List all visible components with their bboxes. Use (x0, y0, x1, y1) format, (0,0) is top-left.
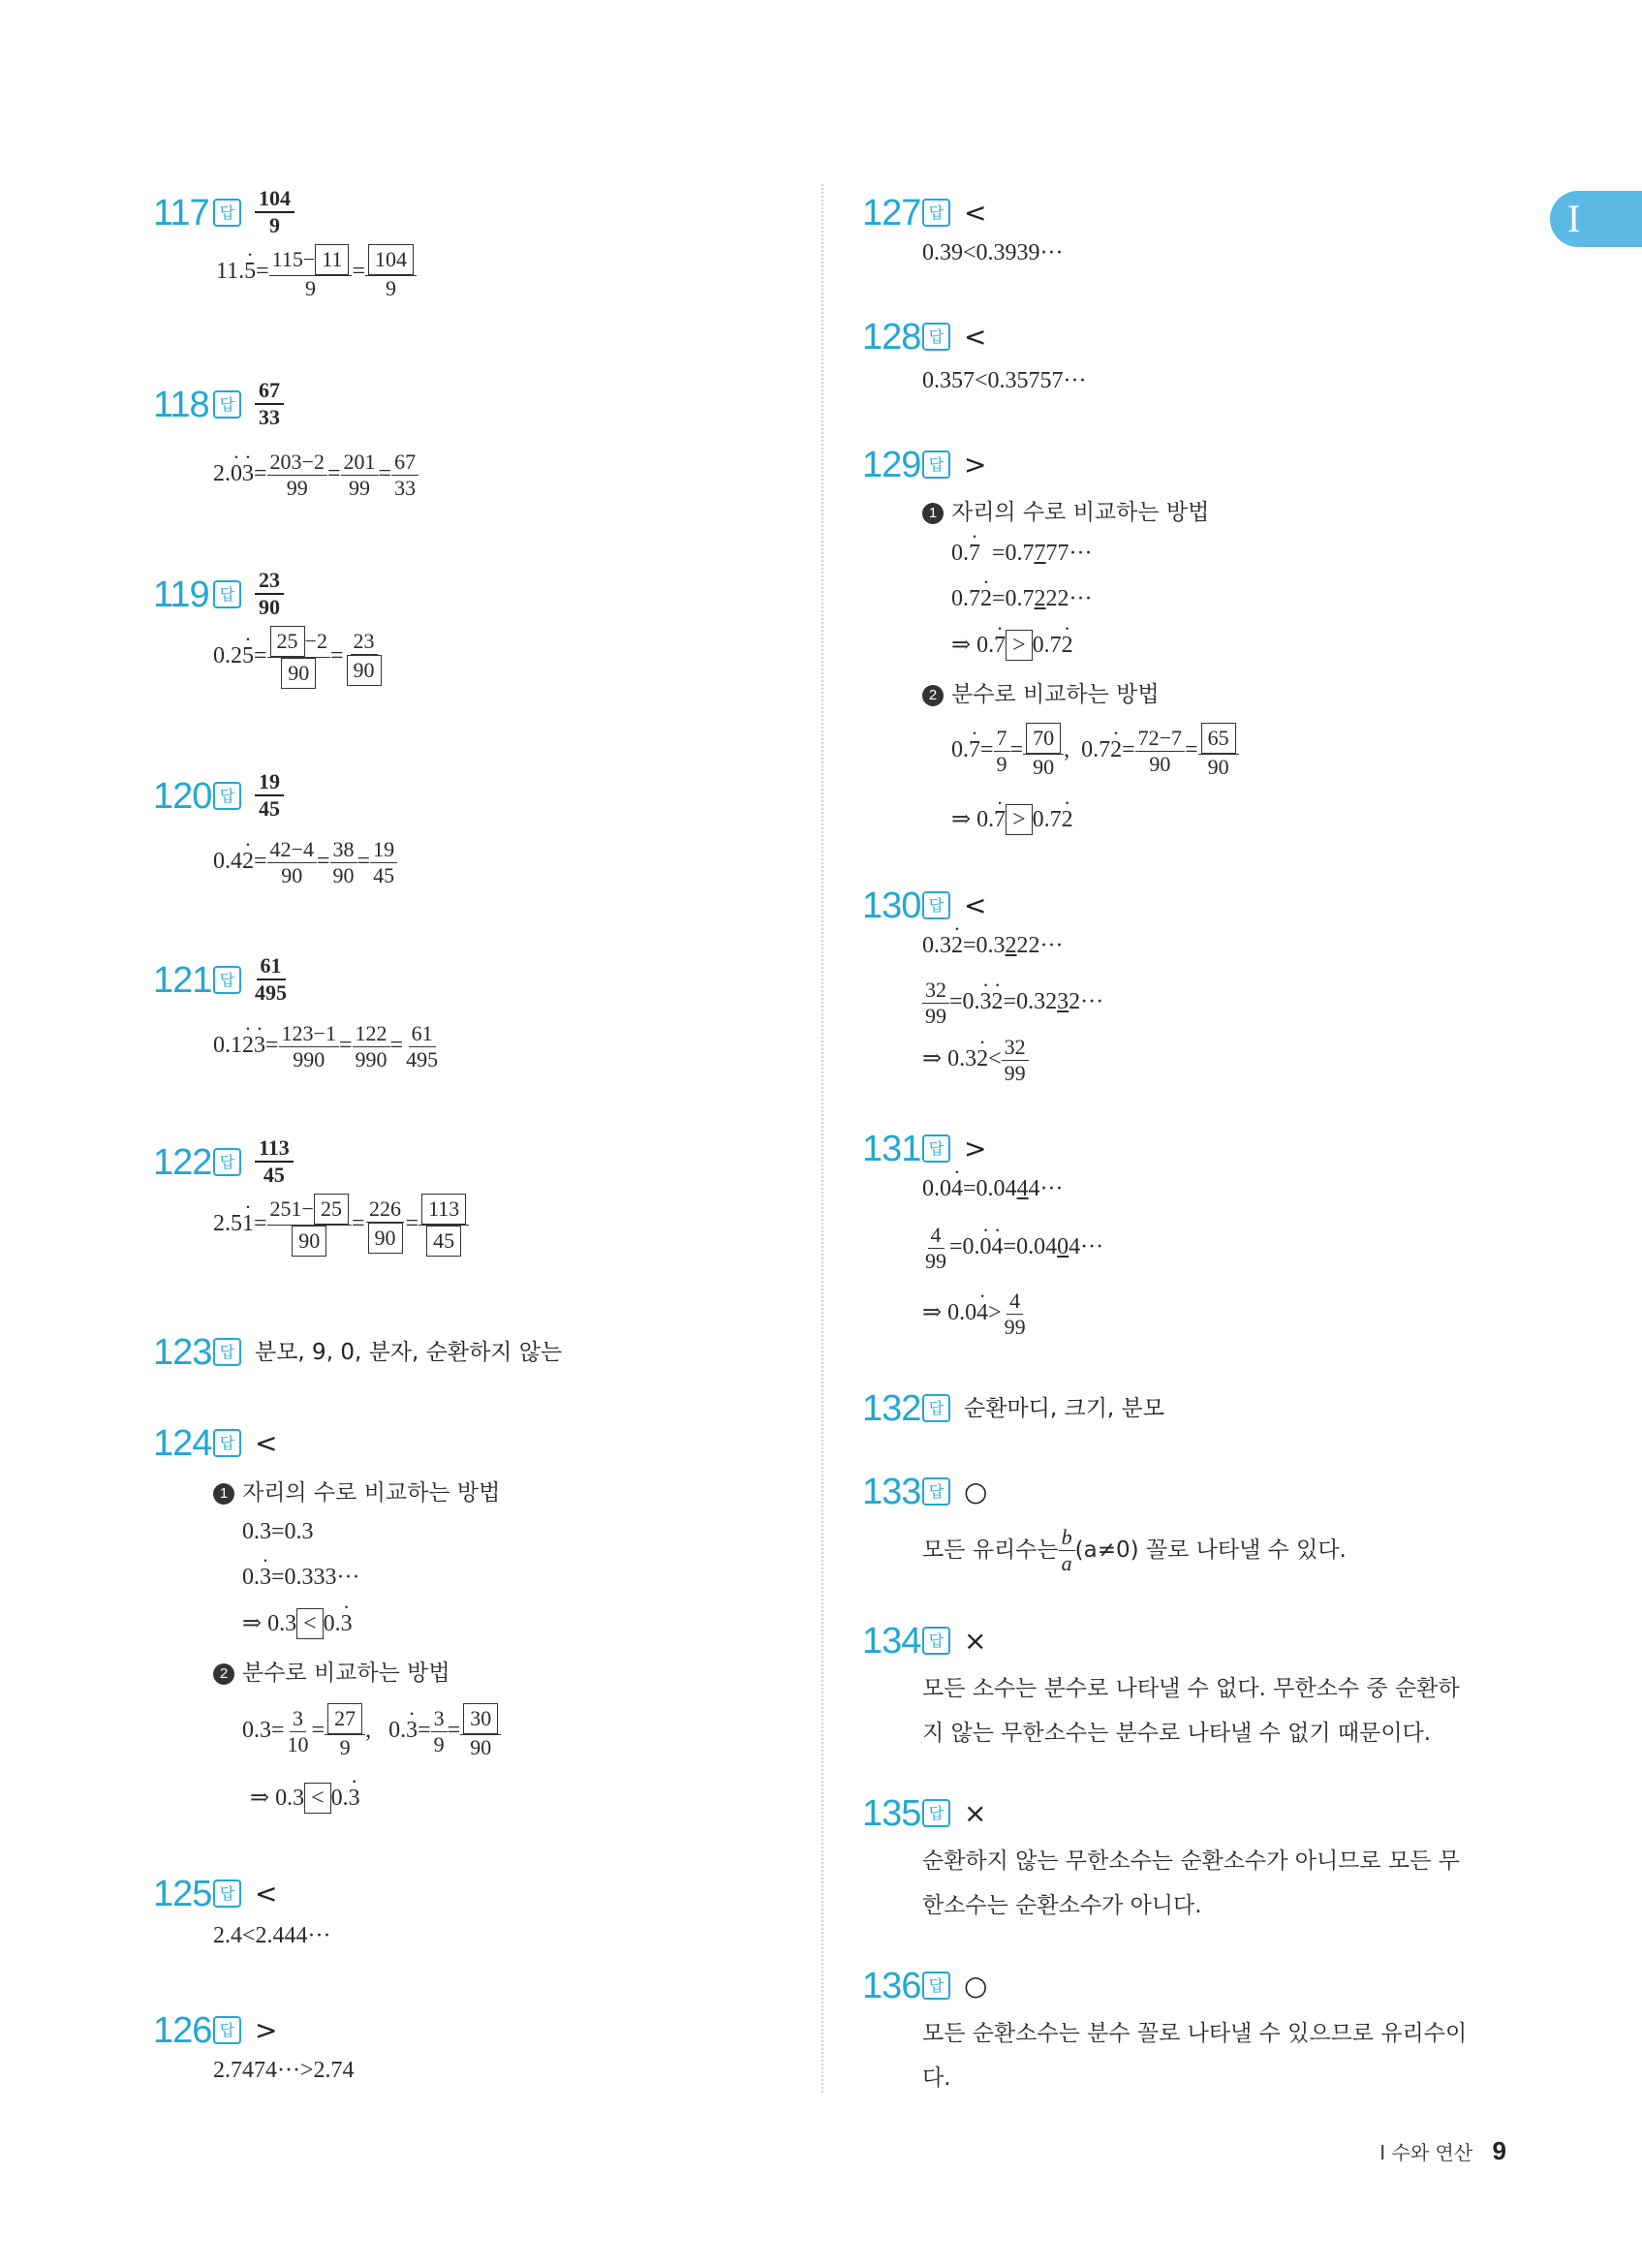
problem-123 (153, 1323, 773, 1382)
problem-119 (153, 566, 773, 685)
answer-text: 순환마디, 크기, 분모 (964, 1396, 1164, 1421)
problem-128 (862, 308, 1560, 393)
section-title: I 수와 연산 (1379, 2141, 1473, 2164)
method-2-heading: 2 분수로 비교하는 방법 (922, 676, 1160, 708)
answer-symbol: < (964, 197, 987, 229)
answer-numerator: 104 (255, 186, 294, 213)
problem-133 (862, 1463, 1560, 1575)
answer-tag: 답 (213, 1148, 241, 1176)
explanation-line: 다. (922, 2066, 951, 2091)
answer-numerator: 113 (255, 1135, 294, 1163)
solution-line: 0.4· 2= $\frac{42-4}{90}$ = $\frac{38}{90}$ = $\frac{19}{45}$ (213, 837, 397, 888)
answer-symbol: > (255, 2014, 278, 2046)
answer-symbol: × (964, 1625, 987, 1657)
problem-number: 120 (153, 776, 212, 817)
problem-number: 132 (862, 1388, 921, 1429)
problem-132 (862, 1380, 1560, 1438)
problem-number: 135 (862, 1793, 921, 1834)
answer-symbol: × (964, 1797, 987, 1829)
answer-fraction (255, 186, 294, 238)
problem-124 (153, 1414, 773, 1811)
solution-line: 0.2· 5= $\frac{25 -2}{90}$ = $\frac{23}{90}$ (213, 626, 385, 689)
answer-symbol: < (255, 1878, 278, 1910)
problem-129 (862, 436, 1560, 832)
answer-denominator: 45 (259, 796, 280, 821)
explanation-line: 한소수는 순환소수가 아니다. (922, 1893, 1202, 1918)
problem-130 (862, 877, 1560, 1085)
explanation-line: 순환하지 않는 무한소수는 순환소수가 아니므로 모든 무 (922, 1849, 1460, 1874)
answer-tag: 답 (922, 891, 950, 919)
solution-line: ⇒ 0.3 < 0.· 3 (250, 1783, 360, 1814)
answer-denominator: 90 (259, 595, 280, 619)
solution-line: $\frac{32}{99}$ =0.· 3· 2=0.3232··· (922, 978, 1103, 1029)
solution-line: 0.· 7 =0.7777··· (951, 541, 1093, 567)
solution-line: ⇒ 0.· 7 > 0.7· 2 (951, 804, 1073, 835)
answer-tag: 답 (213, 1338, 241, 1366)
page-number: 9 (1492, 2136, 1506, 2165)
answer-fraction (255, 769, 284, 822)
answer-tag: 답 (922, 1972, 950, 2000)
problem-131 (862, 1120, 1560, 1339)
solution-line: 0.7· 2=0.7222··· (951, 586, 1093, 612)
answer-symbol: < (255, 1427, 278, 1459)
problem-number: 129 (862, 445, 921, 485)
page-footer (1379, 2136, 1506, 2166)
solution-line: 2.7474···>2.74 (213, 2058, 355, 2083)
solution-line: 0.3= $\frac{3}{10}$ = $\frac{27}{9}$ , 0.· 3= $\frac{3}{9}$ = $\frac{30}{90}$ (242, 1703, 501, 1760)
column-divider (821, 184, 823, 2093)
answer-tag: 답 (213, 1880, 241, 1908)
explanation-line: 지 않는 무한소수는 분수로 나타낼 수 없기 때문이다. (922, 1721, 1432, 1746)
problem-134 (862, 1612, 1560, 1746)
answer-numerator: 19 (255, 769, 284, 796)
problem-135 (862, 1785, 1560, 1918)
solution-line: ⇒ 0.3· 2< $\frac{32}{99}$ (922, 1035, 1029, 1086)
method-2-text: 분수로 비교하는 방법 (242, 1661, 450, 1686)
solution-line: 0.· 7= $\frac{7}{9}$ = $\frac{70}{90}$ , 0.7· 2= $\frac{72-7}{90}$ = $\frac{65}{90}$ (951, 723, 1239, 780)
solution-line: $\frac{4}{99}$ =0.· 0· 4=0.0404··· (922, 1223, 1103, 1274)
problem-number: 117 (153, 193, 209, 233)
solution-line: 0.0· 4=0.0444··· (922, 1176, 1064, 1202)
solution-line: 0.3· 2=0.3222··· (922, 933, 1064, 959)
explanation-line: 모든 소수는 분수로 나타낼 수 없다. 무한소수 중 순환하 (922, 1676, 1460, 1701)
problem-127 (862, 184, 1560, 265)
method-1-text: 자리의 수로 비교하는 방법 (242, 1480, 501, 1506)
answer-symbol: ○ (964, 1476, 988, 1507)
problem-number: 131 (862, 1129, 921, 1169)
answer-tag: 답 (213, 2016, 241, 2044)
problem-number: 123 (153, 1332, 212, 1373)
problem-number: 126 (153, 2010, 212, 2051)
method-1-heading: 1 자리의 수로 비교하는 방법 (213, 1475, 500, 1507)
solution-line: 0.39<0.3939··· (922, 240, 1064, 265)
problem-number: 121 (153, 960, 212, 1001)
solution-line: 2.4<2.444··· (213, 1923, 331, 1948)
answer-symbol: < (964, 321, 987, 353)
problem-number: 136 (862, 1966, 921, 2006)
answer-tag: 답 (213, 199, 241, 227)
solution-line: 2.5· 1= $\frac{251- 25}{90}$ = $\frac{226}{90}$ = $\frac{113}{45}$ (213, 1194, 469, 1257)
solution-line: 2.· 0· 3= $\frac{203-2}{99}$ = $\frac{201}{99}$ = $\frac{67}{33}$ (213, 450, 418, 501)
solution-line: 11.· 5= $\frac{115- 11}{9}$ = $\frac{104}{9}$ (216, 244, 417, 301)
solution-line: 0.357<0.35757··· (922, 368, 1087, 393)
problem-number: 118 (153, 385, 209, 425)
answer-fraction (255, 953, 287, 1006)
method-2-text: 분수로 비교하는 방법 (951, 682, 1160, 707)
answer-denominator: 33 (259, 405, 280, 429)
explanation-text: 모든 유리수는 (922, 1538, 1059, 1563)
answer-symbol: > (964, 1133, 987, 1165)
problem-117 (153, 184, 773, 300)
answer-tag: 답 (213, 1429, 241, 1457)
problem-125 (153, 1865, 773, 1948)
explanation-text: (a≠0) 꼴로 나타낼 수 있다. (1074, 1538, 1347, 1563)
answer-fraction (255, 568, 284, 620)
solution-line: 0.· 3=0.333··· (242, 1565, 360, 1591)
answer-symbol: ○ (964, 1970, 988, 2002)
answer-tag: 답 (922, 1477, 950, 1506)
answer-tag: 답 (922, 1134, 950, 1163)
answer-numerator: 61 (257, 953, 286, 980)
problem-number: 128 (862, 317, 921, 357)
answer-tag: 답 (922, 199, 950, 227)
answer-symbol: < (964, 889, 987, 921)
problem-121 (153, 951, 773, 1072)
solution-line: ⇒ 0.· 7 > 0.7· 2 (951, 630, 1073, 661)
answer-numerator: 23 (255, 568, 284, 595)
solution-line: ⇒ 0.3 < 0.· 3 (242, 1608, 353, 1639)
answer-tag: 답 (922, 1394, 950, 1422)
answer-symbol: > (964, 449, 987, 481)
solution-line: ⇒ 0.0· 4> $\frac{4}{99}$ (922, 1289, 1029, 1340)
answer-denominator: 495 (255, 980, 287, 1005)
explanation-line: 모든 순환소수는 분수 꼴로 나타낼 수 있으므로 유리수이 (922, 2021, 1468, 2046)
explanation-line: 모든 유리수는 $\frac{b}{a}$ (a≠0) 꼴로 나타낼 수 있다. (922, 1525, 1347, 1575)
answer-tag: 답 (922, 1799, 950, 1827)
answer-text: 분모, 9, 0, 분자, 순환하지 않는 (255, 1340, 563, 1365)
answer-tag: 답 (922, 323, 950, 351)
answer-denominator: 9 (269, 213, 280, 237)
problem-number: 125 (153, 1874, 212, 1914)
method-1-text: 자리의 수로 비교하는 방법 (951, 500, 1210, 525)
solution-line: 0.3=0.3 (242, 1519, 314, 1544)
problem-120 (153, 767, 773, 887)
answer-tag: 답 (213, 580, 241, 608)
answer-tag: 답 (213, 782, 241, 810)
method-2-heading: 2 분수로 비교하는 방법 (213, 1655, 450, 1687)
problem-number: 130 (862, 885, 921, 926)
problem-136 (862, 1957, 1560, 2091)
answer-tag: 답 (922, 1627, 950, 1655)
answer-tag: 답 (213, 966, 241, 994)
problem-122 (153, 1134, 773, 1253)
answer-tag: 답 (922, 450, 950, 479)
answer-tag: 답 (213, 390, 241, 419)
problem-number: 134 (862, 1621, 921, 1662)
problem-118 (153, 376, 773, 500)
problem-126 (153, 2002, 773, 2083)
problem-number: 124 (153, 1423, 212, 1464)
method-1-heading: 1 자리의 수로 비교하는 방법 (922, 494, 1209, 526)
problem-number: 127 (862, 193, 921, 233)
answer-fraction (255, 1135, 294, 1188)
chapter-tab: I (1550, 191, 1642, 247)
problem-number: 119 (153, 575, 209, 615)
answer-fraction (255, 378, 284, 430)
answer-numerator: 67 (255, 378, 284, 405)
problem-number: 133 (862, 1472, 921, 1512)
answer-denominator: 45 (263, 1163, 285, 1187)
solution-text: =0.333··· (271, 1565, 360, 1590)
problem-number: 122 (153, 1142, 212, 1183)
solution-line: 0.1· 2· 3= $\frac{123-1}{990}$ = $\frac{122}{990}$ = $\frac{61}{495}$ (213, 1021, 441, 1072)
